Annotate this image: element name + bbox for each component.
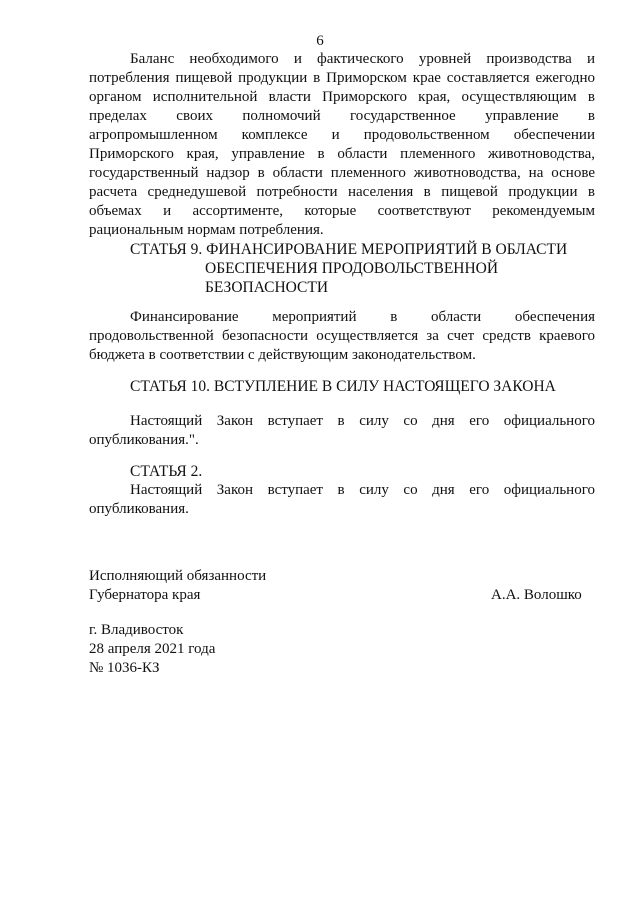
paragraph-article-10 bbox=[89, 412, 595, 450]
text-line: Баланс необходимого и фактического уровней производства и bbox=[130, 51, 595, 67]
text-line: опубликования.". bbox=[89, 432, 199, 448]
text-line: потребления пищевой продукции в Приморском крае составляется ежегодно bbox=[89, 70, 595, 86]
text-line: Настоящий Закон вступает в силу со дня его официального bbox=[130, 413, 595, 429]
page-number: 6 bbox=[316, 33, 324, 49]
place-date-number bbox=[89, 621, 215, 678]
signatory-title-line: Губернатора края bbox=[89, 587, 201, 603]
text-line: Финансирование мероприятий в области обеспечения bbox=[130, 309, 595, 325]
text-line: Настоящий Закон вступает в силу со дня его официального bbox=[130, 482, 595, 498]
city: г. Владивосток bbox=[89, 622, 184, 638]
text-line: расчета среднедушевой потребности населения в пищевой продукции в bbox=[89, 184, 595, 200]
text-line: государственный надзор в области племенного животноводства, на основе bbox=[89, 165, 595, 181]
text-line: агропромышленном комплексе и продовольственном обеспечении bbox=[89, 127, 595, 143]
text-line: пределах своих полномочий государственное управление в bbox=[89, 108, 595, 124]
text-line: продовольственной безопасности осуществляется за счет средств краевого bbox=[89, 328, 595, 344]
paragraph-article-2 bbox=[89, 481, 595, 519]
article-10-heading: СТАТЬЯ 10. ВСТУПЛЕНИЕ В СИЛУ НАСТОЯЩЕГО ЗАКОНА bbox=[130, 378, 556, 395]
text-line: опубликования. bbox=[89, 501, 189, 517]
signatory-name: А.А. Волошко bbox=[491, 587, 582, 603]
date: 28 апреля 2021 года bbox=[89, 641, 216, 657]
text-line: объемах и ассортименте, которые соответствуют рекомендуемым bbox=[89, 203, 595, 219]
signatory-title bbox=[89, 567, 266, 605]
article-9-heading-line: ОБЕСПЕЧЕНИЯ ПРОДОВОЛЬСТВЕННОЙ bbox=[205, 260, 499, 277]
text-line: Приморского края, управление в области племенного животноводства, bbox=[89, 146, 595, 162]
article-9-heading-line: СТАТЬЯ 9. ФИНАНСИРОВАНИЕ МЕРОПРИЯТИЙ В ОБЛАСТИ bbox=[130, 241, 568, 258]
paragraph-balance bbox=[89, 50, 595, 240]
law-number: № 1036-КЗ bbox=[89, 660, 160, 676]
paragraph-financing bbox=[89, 308, 595, 365]
article-9-heading-line: БЕЗОПАСНОСТИ bbox=[205, 279, 329, 296]
article-2-heading: СТАТЬЯ 2. bbox=[130, 463, 203, 480]
text-line: бюджета в соответствии с действующим законодательством. bbox=[89, 347, 476, 363]
text-line: органом исполнительной власти Приморского края, осуществляющим в bbox=[89, 89, 595, 105]
text-line: рациональным нормам потребления. bbox=[89, 222, 324, 238]
signatory-title-line: Исполняющий обязанности bbox=[89, 568, 267, 584]
